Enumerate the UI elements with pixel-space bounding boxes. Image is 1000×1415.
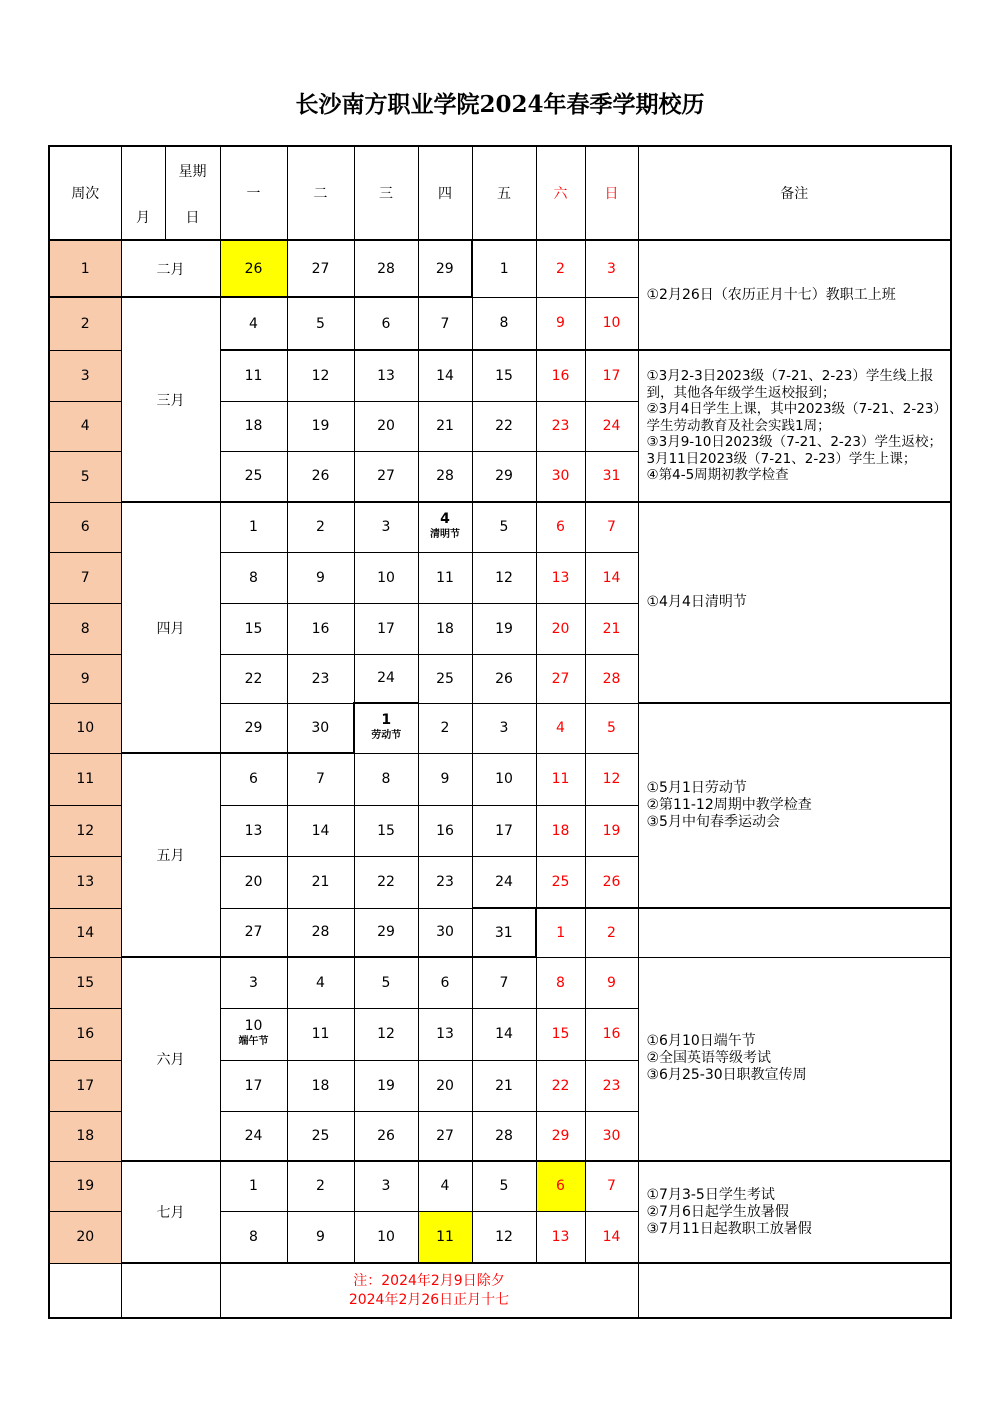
day-cell: 10 (354, 552, 418, 603)
day-cell: 18 (220, 401, 287, 451)
day-cell: 11 (287, 1008, 354, 1060)
day-cell: 22 (220, 654, 287, 703)
week-number: 18 (49, 1111, 121, 1161)
day-cell: 8 (472, 297, 536, 350)
day-number: 10 (244, 1018, 263, 1034)
day-cell: 11 (220, 350, 287, 401)
day-cell: 25 (287, 1111, 354, 1161)
day-cell: 6 (536, 502, 585, 552)
day-cell: 7 (472, 957, 536, 1008)
note-line: ①4月4日清明节 (646, 594, 747, 610)
day-cell: 1 (220, 502, 287, 552)
day-cell: 19 (472, 603, 536, 654)
day-cell: 23 (536, 401, 585, 451)
day-cell: 17 (585, 350, 638, 401)
week-number: 11 (49, 753, 121, 805)
day-cell: 12 (472, 552, 536, 603)
day-cell: 2 (287, 502, 354, 552)
day-cell: 8 (536, 957, 585, 1008)
day-cell: 18 (418, 603, 472, 654)
festival-label: 端午节 (238, 1036, 269, 1047)
note-line: ①2月26日（农历正月十七）教职工上班 (646, 286, 896, 303)
day-cell: 3 (472, 703, 536, 753)
day-cell: 16 (287, 603, 354, 654)
week-number: 6 (49, 502, 121, 552)
day-cell: 29 (220, 703, 287, 753)
note-line: ③7月11日起教职工放暑假 (646, 1220, 812, 1237)
day-cell: 31 (472, 908, 536, 957)
weekday-header-mon: 一 (220, 146, 287, 240)
day-cell: 29 (418, 240, 472, 297)
day-cell: 1 (536, 908, 585, 957)
day-cell: 17 (220, 1060, 287, 1111)
day-cell: 6 (418, 957, 472, 1008)
day-cell: 19 (354, 1060, 418, 1111)
weekday-header-sat: 六 (536, 146, 585, 240)
week-number: 1 (49, 240, 121, 297)
day-cell: 30 (536, 451, 585, 502)
day-cell: 20 (354, 401, 418, 451)
day-cell: 10 (585, 297, 638, 350)
note-line: ④第4-5周期初教学检查 (646, 467, 789, 484)
note-line: ①7月3-5日学生考试 (646, 1186, 775, 1203)
note-line: ②3月4日学生上课，其中2023级（7-21、2-23）学生劳动教育及社会实践1周； (646, 401, 941, 434)
day-cell: 16 (536, 350, 585, 401)
day-cell: 29 (354, 908, 418, 957)
day-cell: 5 (287, 297, 354, 350)
day-cell: 28 (472, 1111, 536, 1161)
day-cell: 16 (418, 805, 472, 856)
week-number: 19 (49, 1161, 121, 1211)
weekday-label: 星期 (165, 146, 220, 194)
day-cell: 14 (585, 1211, 638, 1263)
month-label: 月 (121, 194, 165, 240)
day-cell: 9 (418, 753, 472, 805)
day-cell: 12 (354, 1008, 418, 1060)
day-cell: 12 (287, 350, 354, 401)
day-cell: 2 (418, 703, 472, 753)
day-cell: 8 (220, 1211, 287, 1263)
page-title: 长沙南方职业学院2024年春季学期校历 (295, 91, 705, 118)
festival-label: 清明节 (430, 529, 460, 541)
festival-label: 劳动节 (371, 730, 402, 742)
day-cell: 30 (418, 908, 472, 957)
month-may: 五月 (121, 753, 220, 957)
day-cell: 20 (418, 1060, 472, 1111)
footer-line: 注：2024年2月9日除夕 (353, 1272, 505, 1289)
notes-feb (638, 240, 951, 350)
day-cell: 25 (418, 654, 472, 703)
day-cell: 25 (220, 451, 287, 502)
week-number: 12 (49, 805, 121, 856)
day-cell: 17 (354, 603, 418, 654)
day-cell: 16 (585, 1008, 638, 1060)
note-line: ③5月中旬春季运动会 (646, 814, 780, 830)
day-cell: 24 (220, 1111, 287, 1161)
week-number: 7 (49, 552, 121, 603)
day-cell: 24 (354, 654, 418, 703)
day-number: 1 (381, 712, 392, 729)
day-cell: 27 (536, 654, 585, 703)
notes-jul (638, 1161, 951, 1263)
month-feb: 二月 (121, 240, 220, 297)
week-number: 10 (49, 703, 121, 753)
day-cell: 5 (354, 957, 418, 1008)
day-cell: 27 (418, 1111, 472, 1161)
day-cell: 13 (418, 1008, 472, 1060)
day-cell: 25 (536, 856, 585, 908)
day-cell: 28 (354, 240, 418, 297)
day-cell: 5 (585, 703, 638, 753)
note-line: ①5月1日劳动节 (646, 780, 747, 796)
week-number: 9 (49, 654, 121, 703)
day-cell: 26 (287, 451, 354, 502)
footer-line: 2024年2月26日正月十七 (348, 1291, 510, 1308)
day-cell: 10 (354, 1211, 418, 1263)
day-cell: 6 (536, 1161, 585, 1211)
day-cell: 7 (585, 1161, 638, 1211)
footer-note (220, 1263, 638, 1318)
note-line: ②全国英语等级考试 (646, 1050, 772, 1067)
day-cell: 9 (287, 552, 354, 603)
day-cell: 5 (472, 502, 536, 552)
day-cell: 7 (585, 502, 638, 552)
week-number: 8 (49, 603, 121, 654)
day-cell: 29 (472, 451, 536, 502)
day-cell: 19 (287, 401, 354, 451)
weekday-header-fri: 五 (472, 146, 536, 240)
day-cell: 26 (354, 1111, 418, 1161)
month-jul: 七月 (121, 1161, 220, 1263)
day-cell: 31 (585, 451, 638, 502)
day-cell: 2 (287, 1161, 354, 1211)
day-cell-laodong (354, 703, 418, 753)
day-cell: 7 (287, 753, 354, 805)
day-cell: 12 (472, 1211, 536, 1263)
day-cell: 21 (418, 401, 472, 451)
day-cell: 20 (536, 603, 585, 654)
day-cell: 3 (585, 240, 638, 297)
day-cell: 7 (418, 297, 472, 350)
notes-column-header: 备注 (638, 146, 951, 240)
day-cell: 22 (354, 856, 418, 908)
week-number: 14 (49, 908, 121, 957)
weekday-header-thu: 四 (418, 146, 472, 240)
week-number: 16 (49, 1008, 121, 1060)
day-cell: 30 (287, 703, 354, 753)
day-cell: 8 (220, 552, 287, 603)
day-cell: 3 (354, 1161, 418, 1211)
month-mar: 三月 (121, 297, 220, 502)
day-cell: 8 (354, 753, 418, 805)
day-cell: 13 (536, 1211, 585, 1263)
day-cell: 22 (472, 401, 536, 451)
note-line: ②7月6日起学生放暑假 (646, 1203, 789, 1220)
weekday-header-tue: 二 (287, 146, 354, 240)
day-cell: 1 (220, 1161, 287, 1211)
day-cell: 26 (472, 654, 536, 703)
day-cell: 24 (585, 401, 638, 451)
note-line: ①3月2-3日2023级（7-21、2-23）学生线上报到，其他各年级学生返校报到； (646, 368, 934, 401)
day-cell: 23 (585, 1060, 638, 1111)
day-cell: 6 (354, 297, 418, 350)
day-cell: 17 (472, 805, 536, 856)
week-number: 17 (49, 1060, 121, 1111)
note-line: ②第11-12周期中教学检查 (646, 797, 812, 813)
day-cell: 26 (220, 240, 287, 297)
day-cell: 1 (472, 240, 536, 297)
day-cell: 28 (418, 451, 472, 502)
note-line: ③3月9-10日2023级（7-21、2-23）学生返校；3月11日2023级（7-21、2-23）学生上课； (646, 434, 942, 467)
week-number: 15 (49, 957, 121, 1008)
week-column-header: 周次 (49, 146, 121, 240)
week-number: 3 (49, 350, 121, 401)
day-cell: 9 (536, 297, 585, 350)
day-cell: 13 (354, 350, 418, 401)
day-cell: 21 (287, 856, 354, 908)
day-cell-qingming (418, 502, 472, 552)
day-cell: 26 (585, 856, 638, 908)
day-cell: 9 (287, 1211, 354, 1263)
notes-mar (638, 350, 951, 502)
day-cell: 29 (536, 1111, 585, 1161)
day-cell: 28 (287, 908, 354, 957)
day-cell: 23 (287, 654, 354, 703)
note-line: ①6月10日端午节 (646, 1033, 756, 1050)
week-number: 4 (49, 401, 121, 451)
day-cell: 9 (585, 957, 638, 1008)
day-cell: 24 (472, 856, 536, 908)
day-cell: 2 (536, 240, 585, 297)
day-cell: 6 (220, 753, 287, 805)
month-jun: 六月 (121, 957, 220, 1161)
calendar-table (48, 145, 952, 1319)
day-cell: 4 (220, 297, 287, 350)
week-number: 5 (49, 451, 121, 502)
day-cell: 21 (472, 1060, 536, 1111)
day-number: 4 (440, 511, 450, 528)
day-cell: 30 (585, 1111, 638, 1161)
day-cell: 11 (536, 753, 585, 805)
day-cell: 28 (585, 654, 638, 703)
day-cell: 27 (220, 908, 287, 957)
notes-may (638, 703, 951, 908)
day-cell: 20 (220, 856, 287, 908)
day-cell: 15 (472, 350, 536, 401)
day-cell: 3 (220, 957, 287, 1008)
day-cell: 18 (287, 1060, 354, 1111)
day-cell: 4 (536, 703, 585, 753)
day-cell: 18 (536, 805, 585, 856)
day-cell: 13 (220, 805, 287, 856)
day-cell: 12 (585, 753, 638, 805)
day-cell-duanwu (220, 1008, 287, 1060)
day-cell: 21 (585, 603, 638, 654)
day-cell: 3 (354, 502, 418, 552)
day-cell: 5 (472, 1161, 536, 1211)
day-cell: 27 (354, 451, 418, 502)
day-cell: 4 (287, 957, 354, 1008)
day-cell: 19 (585, 805, 638, 856)
notes-apr (638, 502, 951, 703)
day-cell: 14 (585, 552, 638, 603)
day-cell: 15 (354, 805, 418, 856)
day-label: 日 (165, 194, 220, 240)
day-cell: 27 (287, 240, 354, 297)
weekday-header-sun: 日 (585, 146, 638, 240)
day-cell: 4 (418, 1161, 472, 1211)
day-cell: 23 (418, 856, 472, 908)
day-cell: 11 (418, 1211, 472, 1263)
week-number: 2 (49, 297, 121, 350)
day-cell: 10 (472, 753, 536, 805)
note-line: ③6月25-30日职教宣传周 (646, 1067, 807, 1084)
day-cell: 22 (536, 1060, 585, 1111)
day-cell: 2 (585, 908, 638, 957)
day-cell: 15 (536, 1008, 585, 1060)
month-apr: 四月 (121, 502, 220, 753)
day-cell: 13 (536, 552, 585, 603)
weekday-header-wed: 三 (354, 146, 418, 240)
day-cell: 15 (220, 603, 287, 654)
week-number: 13 (49, 856, 121, 908)
day-cell: 14 (418, 350, 472, 401)
week-number: 20 (49, 1211, 121, 1263)
day-cell: 14 (472, 1008, 536, 1060)
day-cell: 14 (287, 805, 354, 856)
notes-jun (638, 957, 951, 1161)
day-cell: 11 (418, 552, 472, 603)
